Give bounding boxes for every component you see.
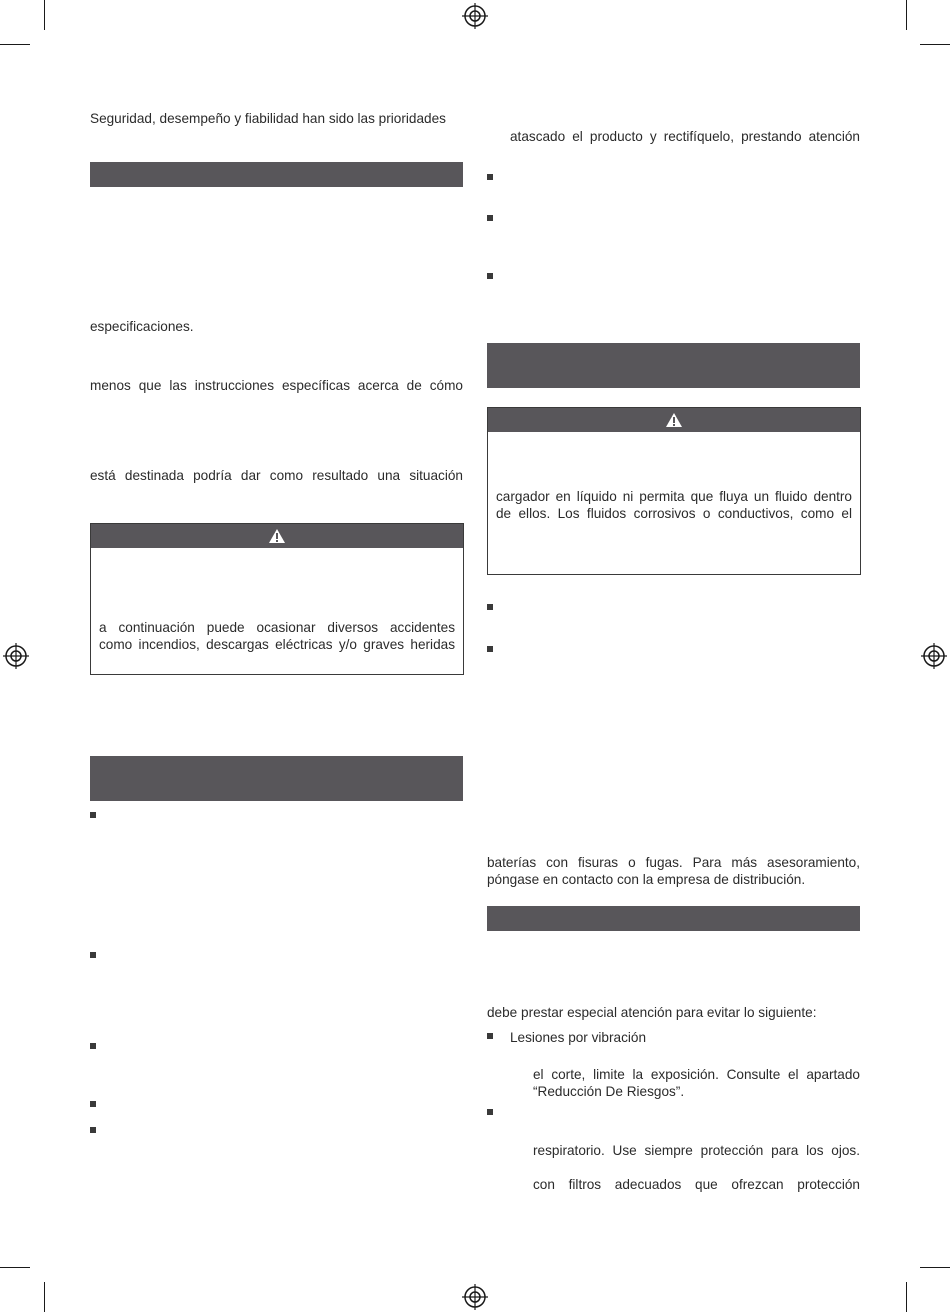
- bullet-square-icon: [487, 1109, 493, 1115]
- warning-box-header: [91, 524, 463, 548]
- bullet-square-icon: [90, 1101, 96, 1107]
- registration-mark-icon: [462, 1284, 488, 1310]
- respiratorio-line: respiratorio. Use siempre protección para los ojos.: [533, 1143, 860, 1158]
- filtros-line: con filtros adecuados que ofrezcan protección: [533, 1177, 860, 1192]
- section-heading-bar: [90, 162, 463, 187]
- crop-mark: [44, 0, 45, 30]
- warning-box-right: [487, 407, 861, 575]
- warning-line-1: a continuación puede ocasionar diversos accidentes: [99, 620, 455, 635]
- registration-mark-icon: [3, 643, 29, 669]
- crop-mark: [920, 44, 950, 45]
- warning-triangle-icon: [665, 412, 683, 428]
- warning-line-2: de ellos. Los fluidos corrosivos o conductivos, como el: [496, 506, 852, 521]
- intro-line: Seguridad, desempeño y fiabilidad han sido las prioridades: [90, 111, 446, 126]
- baterias-line-2: póngase en contacto con la empresa de distribución.: [487, 872, 806, 887]
- crop-mark: [906, 1282, 907, 1312]
- bullet-square-icon: [487, 215, 493, 221]
- bullet-square-icon: [90, 952, 96, 958]
- warning-line-1: cargador en líquido ni permita que fluya un fluido dentro: [496, 489, 852, 504]
- specs-line: especificaciones.: [90, 319, 194, 334]
- bullet-square-icon: [487, 174, 493, 180]
- bullet-square-icon: [487, 273, 493, 279]
- corte-line-2: “Reducción De Riesgos”.: [533, 1084, 685, 1099]
- menos-line: menos que las instrucciones específicas acerca de cómo: [90, 378, 463, 393]
- atascado-line: atascado el producto y rectifíquelo, prestando atención: [510, 129, 860, 144]
- bullet-square-icon: [90, 1043, 96, 1049]
- bullet-square-icon: [90, 1127, 96, 1133]
- section-heading-bar: [90, 756, 463, 801]
- warning-box-left: [90, 523, 464, 675]
- crop-mark: [44, 1282, 45, 1312]
- bullet-square-icon: [487, 604, 493, 610]
- bullet-square-icon: [487, 646, 493, 652]
- registration-mark-icon: [462, 3, 488, 29]
- warning-box-header: [488, 408, 860, 432]
- section-heading-bar: [487, 906, 860, 931]
- warning-triangle-icon: [268, 528, 286, 544]
- crop-mark: [906, 0, 907, 30]
- debe-line: debe prestar especial atención para evitar lo siguiente:: [487, 1005, 817, 1020]
- bullet-square-icon: [487, 1033, 493, 1039]
- warning-line-2: como incendios, descargas eléctricas y/o graves heridas: [99, 637, 455, 652]
- crop-mark: [920, 1267, 950, 1268]
- bullet-vibration: Lesiones por vibración: [510, 1030, 647, 1045]
- crop-mark: [0, 44, 30, 45]
- crop-mark: [0, 1267, 30, 1268]
- bullet-square-icon: [90, 812, 96, 818]
- registration-mark-icon: [921, 643, 947, 669]
- baterias-line-1: baterías con fisuras o fugas. Para más asesoramiento,: [487, 855, 860, 870]
- section-heading-bar: [487, 343, 860, 388]
- corte-line-1: el corte, limite la exposición. Consulte el apartado: [533, 1067, 860, 1082]
- esta-line: está destinada podría dar como resultado una situación: [90, 468, 463, 483]
